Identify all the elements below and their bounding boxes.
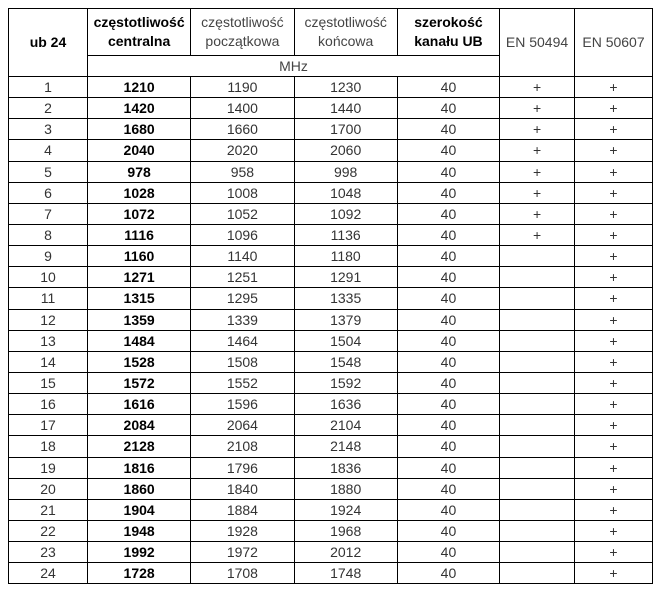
- start-frequency-cell: 958: [191, 161, 294, 182]
- en50607-cell: +: [575, 330, 653, 351]
- en50607-cell: +: [575, 520, 653, 541]
- en50494-header: EN 50494: [500, 9, 575, 77]
- center-frequency-cell: 1528: [87, 351, 190, 372]
- center-frequency-cell: 978: [87, 161, 190, 182]
- center-frequency-cell: 1072: [87, 203, 190, 224]
- start-frequency-cell: 1052: [191, 203, 294, 224]
- en50494-cell: +: [500, 140, 575, 161]
- en50607-cell: +: [575, 457, 653, 478]
- table-row: [9, 119, 653, 140]
- en50494-cell: [500, 542, 575, 563]
- table-row: [9, 542, 653, 563]
- en50607-cell: +: [575, 415, 653, 436]
- channel-cell: 1: [9, 77, 88, 98]
- table-row: [9, 77, 653, 98]
- end-frequency-cell: 1924: [294, 499, 397, 520]
- start-frequency-cell: 1339: [191, 309, 294, 330]
- table-row: [9, 499, 653, 520]
- channel-cell: 6: [9, 182, 88, 203]
- end-frequency-cell: 2148: [294, 436, 397, 457]
- center-frequency-cell: 2084: [87, 415, 190, 436]
- center-frequency-cell: 1160: [87, 246, 190, 267]
- en50607-cell: +: [575, 309, 653, 330]
- en50607-cell: +: [575, 351, 653, 372]
- en50607-cell: +: [575, 436, 653, 457]
- end-frequency-cell: 1968: [294, 520, 397, 541]
- en50607-cell: +: [575, 77, 653, 98]
- channel-width-cell: 40: [397, 457, 499, 478]
- end-frequency-header: [294, 9, 397, 56]
- center-frequency-cell: 1680: [87, 119, 190, 140]
- channel-width-cell: 40: [397, 288, 499, 309]
- start-frequency-cell: 1096: [191, 224, 294, 245]
- en50494-cell: [500, 520, 575, 541]
- en50494-cell: [500, 415, 575, 436]
- center-frequency-cell: 1271: [87, 267, 190, 288]
- channel-width-cell: 40: [397, 98, 499, 119]
- table-row: [9, 478, 653, 499]
- channel-cell: 23: [9, 542, 88, 563]
- end-frequency-cell: 1504: [294, 330, 397, 351]
- en50494-cell: +: [500, 224, 575, 245]
- en50494-cell: +: [500, 77, 575, 98]
- en50494-cell: [500, 309, 575, 330]
- start-frequency-cell: 1400: [191, 98, 294, 119]
- center-frequency-cell: 1728: [87, 563, 190, 584]
- en50494-cell: +: [500, 182, 575, 203]
- channel-width-cell: 40: [397, 436, 499, 457]
- en50494-cell: [500, 478, 575, 499]
- end-frequency-cell: 1636: [294, 394, 397, 415]
- channel-cell: 3: [9, 119, 88, 140]
- start-frequency-cell: 1928: [191, 520, 294, 541]
- end-frequency-cell: 998: [294, 161, 397, 182]
- channel-cell: 24: [9, 563, 88, 584]
- start-frequency-cell: 1251: [191, 267, 294, 288]
- start-header-line1: częstotliwość: [201, 14, 284, 30]
- start-frequency-cell: 1140: [191, 246, 294, 267]
- start-frequency-header: [191, 9, 294, 56]
- channel-header: ub 24: [9, 9, 88, 77]
- center-frequency-cell: 2128: [87, 436, 190, 457]
- channel-width-cell: 40: [397, 415, 499, 436]
- end-frequency-cell: 1180: [294, 246, 397, 267]
- start-frequency-cell: 1552: [191, 372, 294, 393]
- table-row: [9, 267, 653, 288]
- en50494-cell: +: [500, 119, 575, 140]
- start-frequency-cell: 1660: [191, 119, 294, 140]
- channel-width-cell: 40: [397, 267, 499, 288]
- channel-width-cell: 40: [397, 499, 499, 520]
- end-frequency-cell: 1136: [294, 224, 397, 245]
- channel-width-cell: 40: [397, 351, 499, 372]
- table-row: [9, 457, 653, 478]
- frequency-table: [8, 8, 653, 584]
- en50607-cell: +: [575, 542, 653, 563]
- center-frequency-cell: 1816: [87, 457, 190, 478]
- end-frequency-cell: 1230: [294, 77, 397, 98]
- channel-width-cell: 40: [397, 224, 499, 245]
- start-frequency-cell: 1464: [191, 330, 294, 351]
- en50494-cell: [500, 246, 575, 267]
- end-frequency-cell: 1335: [294, 288, 397, 309]
- en50607-cell: +: [575, 182, 653, 203]
- table-row: [9, 563, 653, 584]
- channel-width-cell: 40: [397, 161, 499, 182]
- en50607-cell: +: [575, 203, 653, 224]
- en50494-cell: [500, 330, 575, 351]
- channel-width-cell: 40: [397, 478, 499, 499]
- en50607-cell: +: [575, 394, 653, 415]
- en50607-cell: +: [575, 499, 653, 520]
- en50494-cell: [500, 499, 575, 520]
- en50494-cell: [500, 267, 575, 288]
- end-frequency-cell: 2012: [294, 542, 397, 563]
- end-header-line1: częstotliwość: [304, 14, 387, 30]
- start-frequency-cell: 1884: [191, 499, 294, 520]
- center-frequency-cell: 1904: [87, 499, 190, 520]
- en50607-cell: +: [575, 140, 653, 161]
- center-header-line1: częstotliwość: [93, 14, 185, 30]
- channel-width-cell: 40: [397, 372, 499, 393]
- center-frequency-cell: 1210: [87, 77, 190, 98]
- en50494-cell: +: [500, 161, 575, 182]
- center-frequency-cell: 1028: [87, 182, 190, 203]
- end-frequency-cell: 1291: [294, 267, 397, 288]
- end-frequency-cell: 2104: [294, 415, 397, 436]
- end-frequency-cell: 1379: [294, 309, 397, 330]
- end-frequency-cell: 1440: [294, 98, 397, 119]
- channel-width-cell: 40: [397, 330, 499, 351]
- center-frequency-cell: 1484: [87, 330, 190, 351]
- center-frequency-cell: 1616: [87, 394, 190, 415]
- channel-width-cell: 40: [397, 246, 499, 267]
- en50607-cell: +: [575, 98, 653, 119]
- en50494-cell: +: [500, 98, 575, 119]
- end-frequency-cell: 1092: [294, 203, 397, 224]
- channel-cell: 8: [9, 224, 88, 245]
- channel-cell: 17: [9, 415, 88, 436]
- en50607-cell: +: [575, 372, 653, 393]
- channel-cell: 21: [9, 499, 88, 520]
- table-row: [9, 520, 653, 541]
- channel-width-cell: 40: [397, 394, 499, 415]
- channel-width-header: [397, 9, 499, 56]
- table-row: [9, 288, 653, 309]
- end-frequency-cell: 1592: [294, 372, 397, 393]
- center-frequency-cell: 1572: [87, 372, 190, 393]
- start-frequency-cell: 1840: [191, 478, 294, 499]
- channel-width-cell: 40: [397, 140, 499, 161]
- start-header-line2: początkowa: [205, 33, 280, 49]
- channel-width-cell: 40: [397, 563, 499, 584]
- table-row: [9, 140, 653, 161]
- width-header-line1: szerokość: [414, 14, 483, 30]
- center-frequency-header: [87, 9, 190, 56]
- channel-cell: 19: [9, 457, 88, 478]
- channel-cell: 12: [9, 309, 88, 330]
- en50607-cell: +: [575, 288, 653, 309]
- width-header-line2: kanału UB: [414, 33, 483, 49]
- start-frequency-cell: 2064: [191, 415, 294, 436]
- header-row: [9, 9, 653, 56]
- end-frequency-cell: 1048: [294, 182, 397, 203]
- start-frequency-cell: 1596: [191, 394, 294, 415]
- table-row: [9, 203, 653, 224]
- channel-cell: 22: [9, 520, 88, 541]
- en50607-header: EN 50607: [575, 9, 653, 77]
- en50607-cell: +: [575, 478, 653, 499]
- en50607-cell: +: [575, 119, 653, 140]
- start-frequency-cell: 1796: [191, 457, 294, 478]
- start-frequency-cell: 1295: [191, 288, 294, 309]
- channel-width-cell: 40: [397, 520, 499, 541]
- unit-header: MHz: [87, 56, 499, 77]
- center-frequency-cell: 1116: [87, 224, 190, 245]
- en50607-cell: +: [575, 267, 653, 288]
- channel-cell: 4: [9, 140, 88, 161]
- en50494-cell: [500, 436, 575, 457]
- center-frequency-cell: 1315: [87, 288, 190, 309]
- table-row: [9, 98, 653, 119]
- table-row: [9, 182, 653, 203]
- start-frequency-cell: 1008: [191, 182, 294, 203]
- center-frequency-cell: 1359: [87, 309, 190, 330]
- channel-width-cell: 40: [397, 203, 499, 224]
- table-row: [9, 330, 653, 351]
- channel-width-cell: 40: [397, 182, 499, 203]
- en50494-cell: [500, 288, 575, 309]
- end-frequency-cell: 1836: [294, 457, 397, 478]
- en50607-cell: +: [575, 224, 653, 245]
- center-frequency-cell: 1992: [87, 542, 190, 563]
- en50607-cell: +: [575, 246, 653, 267]
- channel-width-cell: 40: [397, 119, 499, 140]
- channel-width-cell: 40: [397, 77, 499, 98]
- table-row: [9, 224, 653, 245]
- channel-cell: 11: [9, 288, 88, 309]
- end-frequency-cell: 1700: [294, 119, 397, 140]
- table-row: [9, 436, 653, 457]
- channel-cell: 13: [9, 330, 88, 351]
- en50607-cell: +: [575, 563, 653, 584]
- start-frequency-cell: 1708: [191, 563, 294, 584]
- end-frequency-cell: 2060: [294, 140, 397, 161]
- channel-cell: 14: [9, 351, 88, 372]
- end-frequency-cell: 1880: [294, 478, 397, 499]
- channel-width-cell: 40: [397, 309, 499, 330]
- en50494-cell: [500, 394, 575, 415]
- table-row: [9, 309, 653, 330]
- channel-cell: 20: [9, 478, 88, 499]
- end-frequency-cell: 1548: [294, 351, 397, 372]
- center-frequency-cell: 1948: [87, 520, 190, 541]
- start-frequency-cell: 2020: [191, 140, 294, 161]
- center-header-line2: centralna: [107, 33, 171, 49]
- start-frequency-cell: 1972: [191, 542, 294, 563]
- channel-width-cell: 40: [397, 542, 499, 563]
- table-row: [9, 161, 653, 182]
- channel-cell: 16: [9, 394, 88, 415]
- center-frequency-cell: 2040: [87, 140, 190, 161]
- start-frequency-cell: 1508: [191, 351, 294, 372]
- channel-cell: 7: [9, 203, 88, 224]
- table-row: [9, 415, 653, 436]
- end-header-line2: końcowa: [318, 33, 374, 49]
- channel-cell: 5: [9, 161, 88, 182]
- center-frequency-cell: 1420: [87, 98, 190, 119]
- channel-cell: 15: [9, 372, 88, 393]
- en50607-cell: +: [575, 161, 653, 182]
- channel-cell: 2: [9, 98, 88, 119]
- channel-cell: 9: [9, 246, 88, 267]
- start-frequency-cell: 2108: [191, 436, 294, 457]
- en50494-cell: [500, 351, 575, 372]
- channel-cell: 10: [9, 267, 88, 288]
- en50494-cell: [500, 563, 575, 584]
- en50494-cell: [500, 372, 575, 393]
- en50494-cell: +: [500, 203, 575, 224]
- table-row: [9, 372, 653, 393]
- channel-cell: 18: [9, 436, 88, 457]
- en50494-cell: [500, 457, 575, 478]
- table-row: [9, 351, 653, 372]
- start-frequency-cell: 1190: [191, 77, 294, 98]
- center-frequency-cell: 1860: [87, 478, 190, 499]
- table-row: [9, 394, 653, 415]
- table-row: [9, 246, 653, 267]
- table-body: [9, 77, 653, 584]
- end-frequency-cell: 1748: [294, 563, 397, 584]
